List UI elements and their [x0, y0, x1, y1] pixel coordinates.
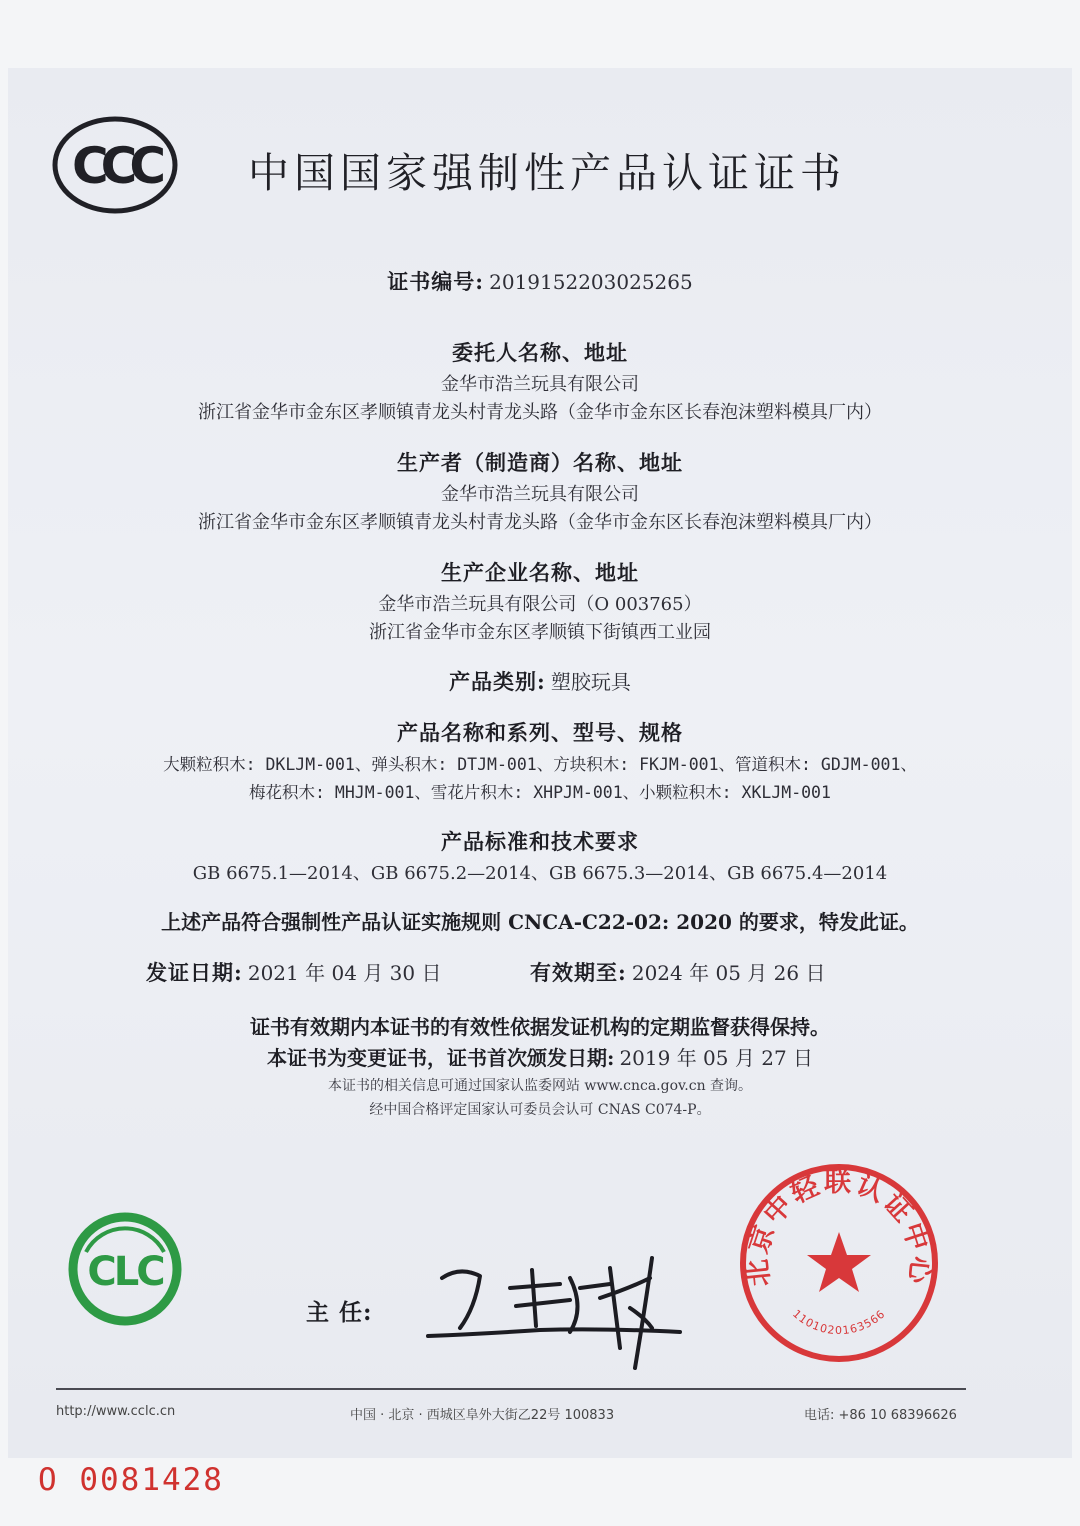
product-category-value: 塑胶玩具 — [550, 670, 631, 694]
validity-note: 证书有效期内本证书的有效性依据发证机构的定期监督获得保持。 — [250, 1015, 830, 1039]
clc-logo-icon — [66, 1210, 184, 1328]
product-category-label: 产品类别: — [449, 669, 546, 694]
seal-star-icon — [807, 1232, 871, 1292]
svg-text:CLC: CLC — [87, 1249, 163, 1295]
footer-address: 中国 · 北京 · 西城区阜外大街乙22号 100833 — [350, 1408, 615, 1423]
svg-text:CCC: CCC — [71, 137, 159, 195]
factory-address: 浙江省金华市金东区孝顺镇下街镇西工业园 — [369, 622, 711, 643]
client-heading: 委托人名称、地址 — [452, 340, 628, 365]
manufacturer-heading: 生产者（制造商）名称、地址 — [397, 450, 683, 475]
client-name: 金华市浩兰玩具有限公司 — [441, 374, 639, 395]
expiry-date-value: 2024 年 05 月 26 日 — [631, 961, 826, 985]
manufacturer-name: 金华市浩兰玩具有限公司 — [441, 484, 639, 505]
director-label: 主 任: — [306, 1299, 373, 1326]
ccc-logo-icon — [52, 116, 178, 214]
certificate-number-label: 证书编号: — [387, 269, 485, 294]
expiry-date-label: 有效期至: — [530, 960, 627, 985]
product-category-row — [0, 666, 1080, 696]
standards-heading: 产品标准和技术要求 — [441, 829, 639, 854]
product-models-line-1: 大颗粒积木: DKLJM-001、弹头积木: DTJM-001、方块积木: FKJM-001、管道积木: GDJM-001、 — [163, 755, 917, 774]
factory-name: 金华市浩兰玩具有限公司（O 003765） — [378, 594, 702, 615]
footer-phone: 电话: +86 10 68396626 — [804, 1408, 957, 1423]
manufacturer-address: 浙江省金华市金东区孝顺镇青龙头村青龙头路（金华市金东区长春泡沫塑料模具厂内） — [198, 512, 882, 533]
client-address: 浙江省金华市金东区孝顺镇青龙头村青龙头路（金华市金东区长春泡沫塑料模具厂内） — [198, 402, 882, 423]
info-note: 本证书的相关信息可通过国家认监委网站 www.cnca.gov.cn 查询。 — [327, 1078, 753, 1094]
certification-seal — [736, 1160, 942, 1366]
svg-text:1101020163566 — [790, 1307, 888, 1337]
serial-number: O 0081428 — [38, 1462, 224, 1498]
certificate-title: 中国国家强制性产品认证证书 — [248, 149, 846, 197]
factory-heading: 生产企业名称、地址 — [441, 560, 639, 585]
change-note-label: 本证书为变更证书，证书首次颁发日期: — [266, 1046, 615, 1070]
expiry-date-row — [530, 957, 825, 987]
compliance-statement: 上述产品符合强制性产品认证实施规则 CNCA-C22-02: 2020 的要求，特发此证。 — [161, 910, 919, 934]
change-note-row — [0, 1042, 1080, 1071]
change-note-value: 2019 年 05 月 27 日 — [619, 1046, 814, 1070]
product-models-line-2: 梅花积木: MHJM-001、雪花片积木: XHPJM-001、小颗粒积木: XKLJM-001 — [249, 783, 831, 802]
seal-code: 1101020163566 — [789, 1307, 889, 1338]
accreditation-note: 经中国合格评定国家认可委员会认可 CNAS C074-P。 — [369, 1102, 711, 1118]
director-signature — [420, 1248, 700, 1378]
standards-value: GB 6675.1—2014、GB 6675.2—2014、GB 6675.3—2014、GB 6675.4—2014 — [192, 863, 888, 884]
issue-date-label: 发证日期: — [146, 960, 243, 985]
seal-text: 北京中轻联认证中心 — [741, 1167, 937, 1288]
footer-divider — [56, 1388, 966, 1390]
certificate-number-row — [0, 266, 1080, 296]
issue-date-value: 2021 年 04 月 30 日 — [247, 961, 442, 985]
certificate-number-value: 2019152203025265 — [489, 270, 693, 294]
product-models-heading: 产品名称和系列、型号、规格 — [397, 720, 683, 745]
issue-date-row — [146, 957, 441, 987]
footer-website: http://www.cclc.cn — [56, 1404, 176, 1419]
